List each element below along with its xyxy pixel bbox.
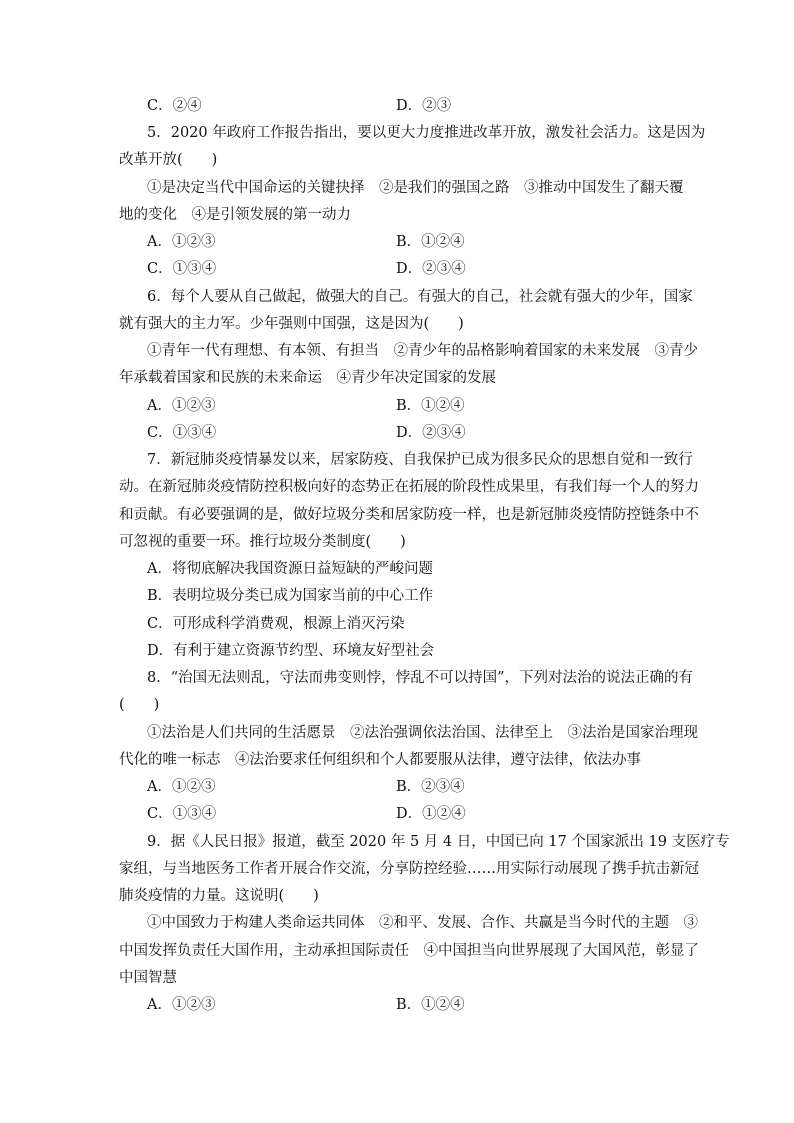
q9-statements: 中国发挥负责任大国作用，主动承担国际责任 ④中国担当向世界展现了大国风范，彰显了 — [119, 943, 699, 959]
q8-stem: 8．“治国无法则乱，守法而弗变则悖，悖乱不可以持国”，下列对法治的说法正确的有 — [147, 670, 694, 686]
option-c: C．②④ — [147, 98, 202, 114]
q9-stem: 肺炎疫情的力量。这说明( ) — [119, 888, 319, 904]
q5-statements: 地的变化 ④是引领发展的第一动力 — [119, 207, 351, 223]
q6-stem: 6．每个人要从自己做起，做强大的自己。有强大的自己，社会就有强大的少年，国家 — [147, 289, 693, 305]
q8-statements: 代化的唯一标志 ④法治要求任何组织和个人都要服从法律，遵守法律，依法办事 — [119, 752, 641, 768]
q9-option-b: B．①②④ — [396, 997, 465, 1013]
q8-statements: ①法治是人们共同的生活愿景 ②法治强调依法治国、法律至上 ③法治是国家治理现 — [147, 725, 698, 741]
q9-stem: 9．据《人民日报》报道，截至 2020 年 5 月 4 日，中国已向 17 个国家派出 19 支医疗专 — [147, 834, 730, 850]
q8-option-c: C．①③④ — [147, 806, 217, 822]
q7-option-c: C．可形成科学消费观，根源上消灭污染 — [147, 616, 405, 632]
q7-option-a: A．将彻底解决我国资源日益短缺的严峻问题 — [147, 561, 433, 577]
q5-stem: 5．2020 年政府工作报告指出，要以更大力度推进改革开放，激发社会活力。这是因为 — [147, 125, 706, 141]
q5-statements: ①是决定当代中国命运的关键抉择 ②是我们的强国之路 ③推动中国发生了翻天覆 — [147, 180, 684, 196]
q9-statements: ①中国致力于构建人类命运共同体 ②和平、发展、合作、共赢是当今时代的主题 ③ — [147, 915, 698, 931]
q9-statements: 中国智慧 — [119, 970, 177, 986]
q7-stem: 和贡献。有必要强调的是，做好垃圾分类和居家防疫一样，也是新冠肺炎疫情防控链条中不 — [119, 507, 699, 523]
q8-option-a: A．①②③ — [147, 779, 216, 795]
q9-stem: 家组，与当地医务工作者开展合作交流，分享防控经验……用实际行动展现了携手抗击新冠 — [119, 861, 699, 877]
q8-stem: ( ) — [119, 697, 160, 713]
q6-option-a: A．①②③ — [147, 398, 216, 414]
q7-option-b: B．表明垃圾分类已成为国家当前的中心工作 — [147, 588, 434, 604]
q9-option-a: A．①②③ — [147, 997, 216, 1013]
q8-option-b: B．②③④ — [396, 779, 465, 795]
q5-option-d: D．②③④ — [396, 261, 466, 277]
q5-option-a: A．①②③ — [147, 234, 216, 250]
q5-option-b: B．①②④ — [396, 234, 465, 250]
q5-option-c: C．①③④ — [147, 261, 217, 277]
q5-stem: 改革开放( ) — [119, 152, 218, 168]
q6-statements: 年承载着国家和民族的未来命运 ④青少年决定国家的发展 — [119, 370, 496, 386]
q6-option-b: B．①②④ — [396, 398, 465, 414]
q8-option-d: D．①②④ — [396, 806, 466, 822]
q6-option-d: D．②③④ — [396, 425, 466, 441]
q6-option-c: C．①③④ — [147, 425, 217, 441]
option-d: D．②③ — [396, 98, 452, 114]
q6-stem: 就有强大的主力军。少年强则中国强，这是因为( ) — [119, 316, 464, 332]
q7-stem: 动。在新冠肺炎疫情防控积极向好的态势正在拓展的阶段性成果里，有我们每一个人的努力 — [119, 479, 699, 495]
q7-option-d: D．有利于建立资源节约型、环境友好型社会 — [147, 643, 435, 659]
q6-statements: ①青年一代有理想、有本领、有担当 ②青少年的品格影响着国家的未来发展 ③青少 — [147, 343, 698, 359]
q7-stem: 可忽视的重要一环。推行垃圾分类制度( ) — [119, 534, 406, 550]
q7-stem: 7．新冠肺炎疫情暴发以来，居家防疫、自我保护已成为很多民众的思想自觉和一致行 — [147, 452, 693, 468]
